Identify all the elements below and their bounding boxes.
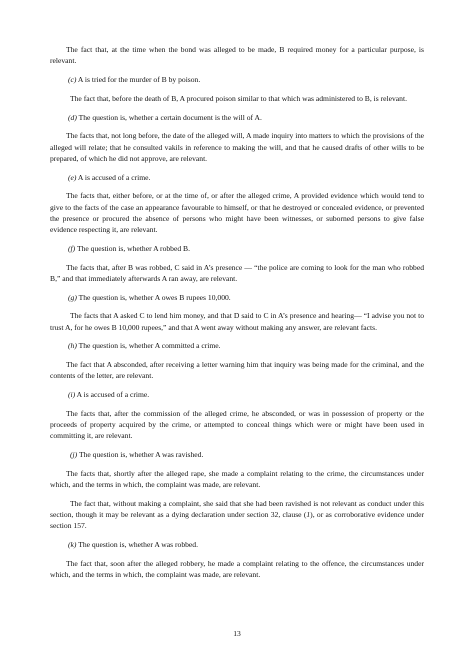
illustration-text: A is accused of a crime.	[77, 172, 151, 182]
paragraph-alleged-will: The facts that, not long before, the date of the alleged will, A made inquiry into matters to which the provisions of the alleged will relate; that he consulted vakils in reference to making the will, and that he caused drafts of other wills to be prepared, of which he did not approve, are relevant.	[50, 131, 424, 163]
illustration-text: The question is, whether A was robbed.	[78, 540, 198, 550]
illustration-i-heading	[50, 389, 424, 400]
text-part: The fact that, without making a complaint, she said that she had been ravished is not relevant as conduct under this section, though it may be relevant as a dying declaration under section 32, clause (	[50, 498, 424, 520]
illustration-text: The question is, whether A was ravished.	[78, 450, 204, 460]
illustration-label: (d)	[68, 112, 77, 122]
illustration-g-heading	[50, 292, 424, 303]
illustration-label: (g)	[68, 292, 77, 302]
illustration-text: The question is, whether A committed a crime.	[78, 341, 221, 351]
illustration-f-heading	[50, 243, 424, 254]
paragraph-ran-away: The facts that, after B was robbed, C said in A’s presence — “the police are coming to look for the man who robbed B,” and that immediately afterwards A ran away, are relevant.	[50, 262, 424, 283]
paragraph-complaint-rape: The facts that, shortly after the alleged rape, she made a complaint relating to the crime, the circumstances under which, and the terms in which, the complaint was made, are relevant.	[50, 468, 424, 490]
paragraph-absconded-letter: The fact that A absconded, after receiving a letter warning him that inquiry was being made for the criminal, and the contents of the letter, are relevant.	[50, 360, 424, 381]
illustration-k-heading	[50, 539, 424, 550]
illustration-label: (h)	[68, 341, 77, 351]
illustration-label: (f)	[68, 243, 76, 253]
paragraph-proceeds-of-property: The facts that, after the commission of the alleged crime, he absconded, or was in possession of property or the proceeds of property acquired by the crime, or attempted to conceal things which were or might have been used in committing it, are relevant.	[50, 408, 424, 441]
text-part: ), or as corroborative evidence under section 157.	[50, 510, 425, 531]
illustration-label: (e)	[68, 172, 77, 182]
illustration-c-heading	[50, 74, 424, 85]
clause-number: 1	[306, 510, 311, 520]
paragraph-complaint-robbery: The fact that, soon after the alleged robbery, he made a complaint relating to the offence, the circumstances under which, and the terms in which, the complaint was made, are relevant.	[50, 558, 424, 580]
illustration-label: (i)	[68, 390, 76, 400]
paragraph-lend-money: The facts that A asked C to lend him money, and that D said to C in A’s presence and hearing— “I advise you not to trust A, for he owes B 10,000 rupees,” and that A went away without making any answer, are relevant facts.	[50, 311, 424, 332]
paragraph-dying-declaration	[50, 498, 424, 532]
illustration-label: (j)	[70, 450, 78, 460]
illustration-h-heading	[50, 340, 424, 351]
illustration-label: (k)	[68, 540, 77, 550]
paragraph-bond-purpose: The fact that, at the time when the bond was alleged to be made, B required money for a particular purpose, is relevant.	[50, 45, 424, 66]
illustration-j-heading	[50, 449, 424, 460]
illustration-text: A is tried for the murder of B by poison.	[77, 75, 201, 84]
page-number: 13	[233, 629, 241, 638]
illustration-label: (c)	[68, 75, 77, 84]
illustration-text: The question is, whether A robbed B.	[76, 243, 190, 253]
illustration-text: The question is, whether A owes B rupees 10,000.	[78, 292, 231, 302]
paragraph-procured-poison: The fact that, before the death of B, A procured poison similar to that which was administered to B, is relevant.	[70, 93, 407, 103]
paragraph-provided-evidence: The facts that, either before, or at the time of, or after the alleged crime, A provided evidence which would tend to give to the facts of the case an appearance favourable to himself, or that he destroyed or concealed evidence, or prevented the presence or procured the absence of persons who might have been witnesses, or suborned persons to give false evidence respecting it, are relevant.	[50, 191, 424, 234]
illustration-d-heading	[50, 112, 424, 123]
illustration-text: A is accused of a crime.	[76, 390, 150, 400]
illustration-e-heading	[50, 172, 424, 183]
illustration-text: The question is, whether a certain document is the will of A.	[78, 112, 262, 122]
